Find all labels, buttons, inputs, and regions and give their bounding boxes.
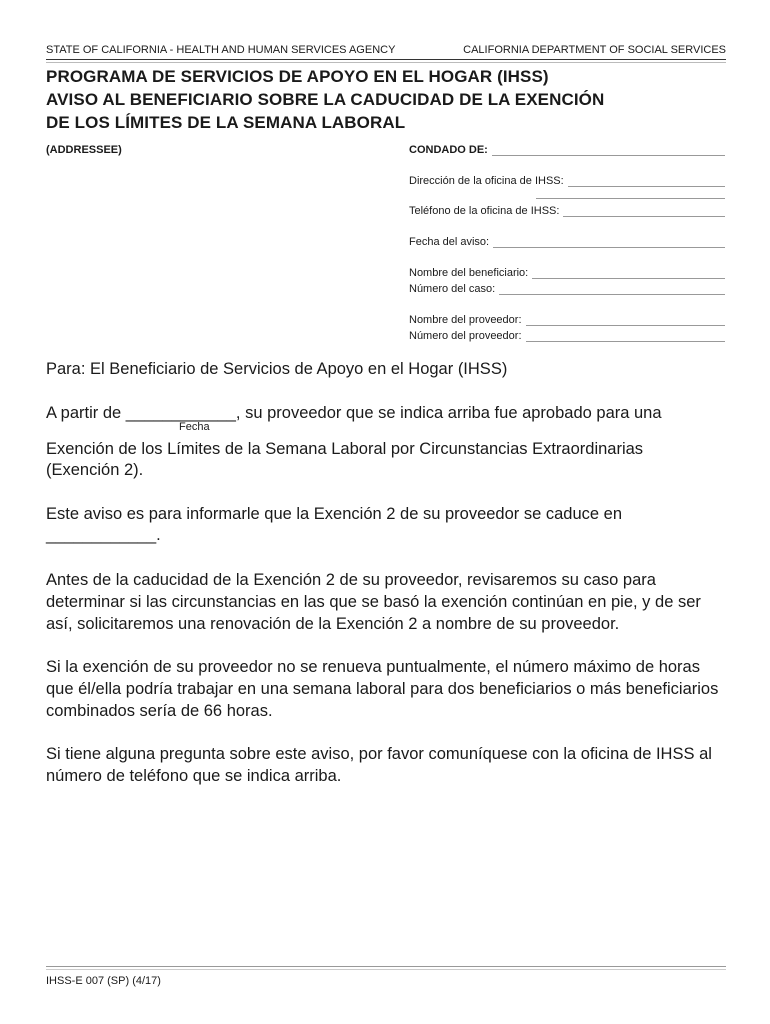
office-address-line-2[interactable] (536, 198, 725, 199)
office-phone-label: Teléfono de la oficina de IHSS: (409, 205, 560, 217)
footer-rule (46, 966, 726, 967)
paragraph-4: Si la exención de su proveedor no se renueva puntualmente, el número máximo de horas que él/ella podría trabajar en una semana laboral para dos beneficiarios o más beneficiarios combinados sería de 66 horas. (46, 658, 719, 720)
footer-rule-secondary (46, 969, 726, 970)
form-id: IHSS-E 007 (SP) (4/17) (46, 975, 161, 987)
provider-name-line[interactable] (526, 317, 725, 326)
provider-number-field[interactable] (409, 330, 725, 342)
header-rule (46, 59, 726, 60)
provider-number-label: Número del proveedor: (409, 330, 522, 342)
recipient-salutation: Para: El Beneficiario de Servicios de Apoyo en el Hogar (IHSS) (46, 360, 508, 378)
paragraph-5: Si tiene alguna pregunta sobre este aviso, por favor comuníquese con la oficina de IHSS al número de teléfono que se indica arriba. (46, 745, 712, 785)
recipient-name-line[interactable] (532, 270, 725, 279)
paragraph-3: Antes de la caducidad de la Exención 2 de su proveedor, revisaremos su caso para determinar si las circunstancias en las que se basó la exención continúan en pie, y de ser así, solicitaremos una renovación de la Exención 2 a nombre de su proveedor. (46, 571, 701, 633)
department-header: CALIFORNIA DEPARTMENT OF SOCIAL SERVICES (463, 44, 726, 56)
office-address-field[interactable] (409, 175, 725, 187)
paragraph-1-line-3: (Exención 2). (46, 461, 144, 479)
agency-header: STATE OF CALIFORNIA - HEALTH AND HUMAN SERVICES AGENCY (46, 44, 396, 56)
paragraph-2-line-1: Este aviso es para informarle que la Exención 2 de su proveedor se caduce en (46, 505, 623, 523)
case-number-line[interactable] (499, 286, 725, 295)
county-field[interactable] (409, 144, 725, 156)
addressee-label: (ADDRESSEE) (46, 144, 122, 156)
title-line-2: AVISO AL BENEFICIARIO SOBRE LA CADUCIDAD DE LA EXENCIÓN (46, 90, 605, 109)
recipient-name-field[interactable] (409, 267, 725, 279)
office-phone-line[interactable] (563, 208, 725, 217)
office-address-label: Dirección de la oficina de IHSS: (409, 175, 564, 187)
fecha-caption: Fecha (179, 421, 210, 433)
notice-date-label: Fecha del aviso: (409, 236, 490, 248)
county-line[interactable] (492, 147, 725, 156)
paragraph-2-line-2: ____________. (46, 526, 161, 544)
paragraph-1-line-1: A partir de ____________, su proveedor que se indica arriba fue aprobado para una (46, 404, 662, 422)
provider-name-label: Nombre del proveedor: (409, 314, 522, 326)
provider-number-line[interactable] (526, 333, 725, 342)
office-phone-field[interactable] (409, 205, 725, 217)
case-number-field[interactable] (409, 283, 725, 295)
recipient-name-label: Nombre del beneficiario: (409, 267, 529, 279)
office-address-line[interactable] (568, 178, 725, 187)
notice-date-line[interactable] (493, 239, 725, 248)
paragraph-1-line-2: Exención de los Límites de la Semana Laboral por Circunstancias Extraordinarias (46, 440, 644, 458)
case-number-label: Número del caso: (409, 283, 496, 295)
notice-date-field[interactable] (409, 236, 725, 248)
county-label: CONDADO DE: (409, 144, 488, 156)
title-line-3: DE LOS LÍMITES DE LA SEMANA LABORAL (46, 113, 406, 132)
title-line-1: PROGRAMA DE SERVICIOS DE APOYO EN EL HOGAR (IHSS) (46, 67, 549, 86)
header-rule-secondary (46, 62, 726, 63)
provider-name-field[interactable] (409, 314, 725, 326)
